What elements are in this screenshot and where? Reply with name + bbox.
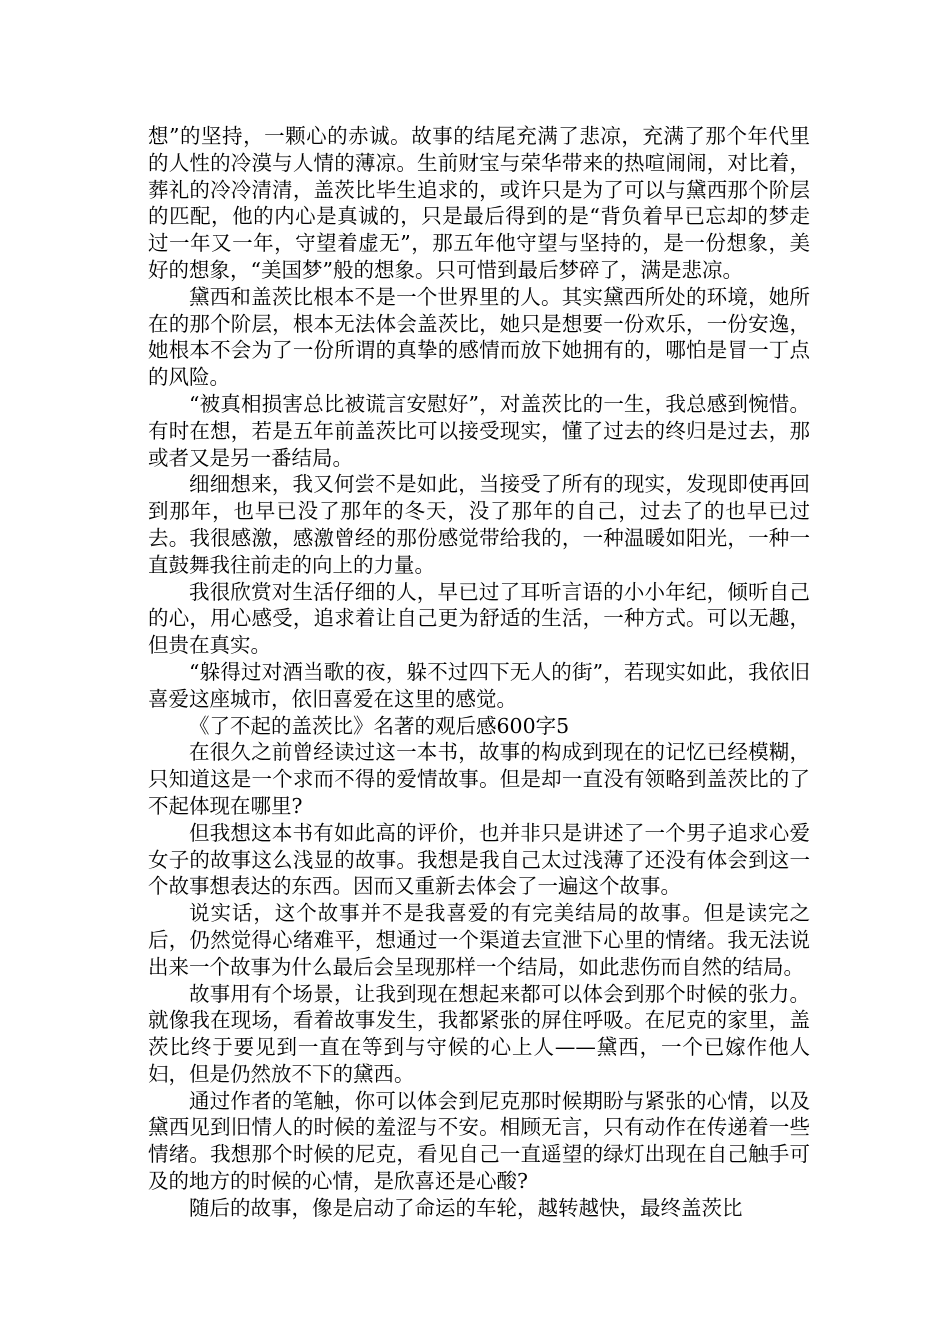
document-page <box>148 123 810 1222</box>
paragraph-9: 说实话，这个故事并不是我喜爱的有完美结局的故事。但是读完之后，仍然觉得心绪难平，想通过一个渠道去宣泄下心里的情绪。我无法说出来一个故事为什么最后会呈现那样一个结局，如此悲伤而自然的结局。 <box>148 901 810 979</box>
paragraph-10: 故事用有个场景，让我到现在想起来都可以体会到那个时候的张力。就像我在现场，看着故事发生，我都紧张的屏住呼吸。在尼克的家里，盖茨比终于要见到一直在等到与守候的心上人——黛西，一个已嫁作他人妇，但是仍然放不下的黛西。 <box>148 981 810 1086</box>
paragraph-2: 黛西和盖茨比根本不是一个世界里的人。其实黛西所处的环境，她所在的那个阶层，根本无法体会盖茨比，她只是想要一份欢乐，一份安逸，她根本不会为了一份所谓的真挚的感情而放下她拥有的，哪怕是冒一丁点的风险。 <box>148 284 810 390</box>
paragraph-7: 在很久之前曾经读过这一本书，故事的构成到现在的记忆已经模糊，只知道这是一个求而不得的爱情故事。但是却一直没有领略到盖茨比的了不起体现在哪里? <box>148 740 810 818</box>
paragraph-3: “被真相损害总比被谎言安慰好”，对盖茨比的一生，我总感到惋惜。有时在想，若是五年前盖茨比可以接受现实，懂了过去的终归是过去，那或者又是另一番结局。 <box>148 391 810 470</box>
section-heading: 《了不起的盖茨比》名著的观后感600字5 <box>189 713 570 738</box>
paragraph-4: 细细想来，我又何尝不是如此，当接受了所有的现实，发现即使再回到那年，也早已没了那年的冬天，没了那年的自己，过去了的也早已过去。我很感激，感激曾经的那份感觉带给我的，一种温暖如阳光，一种一直鼓舞我往前走的向上的力量。 <box>148 472 810 577</box>
paragraph-11: 通过作者的笔触，你可以体会到尼克那时候期盼与紧张的心情，以及黛西见到旧情人的时候的羞涩与不安。相顾无言，只有动作在传递着一些情绪。我想那个时候的尼克，看见自己一直遥望的绿灯出现在自己触手可及的地方的时候的心情，是欣喜还是心酸? <box>148 1088 810 1194</box>
paragraph-5: 我很欣赏对生活仔细的人，早已过了耳听言语的小小年纪，倾听自己的心，用心感受，追求着让自己更为舒适的生活，一种方式。可以无趣，但贵在真实。 <box>148 579 810 658</box>
paragraph-8: 但我想这本书有如此高的评价，也并非只是讲述了一个男子追求心爱女子的故事这么浅显的故事。我想是我自己太过浅薄了还没有体会到这一个故事想表达的东西。因而又重新去体会了一遍这个故事。 <box>148 820 810 899</box>
paragraph-1: 想”的坚持，一颗心的赤诚。故事的结尾充满了悲凉，充满了那个年代里的人性的冷漠与人情的薄凉。生前财宝与荣华带来的热喧闹闹，对比着，葬礼的冷冷清清，盖茨比毕生追求的，或许只是为了可以与黛西那个阶层的匹配，他的内心是真诚的，只是最后得到的是“背负着早已忘却的梦走过一年又一年，守望着虚无”，那五年他守望与坚持的，是一份想象，美好的想象，“美国梦”般的想象。只可惜到最后梦碎了，满是悲凉。 <box>148 124 810 282</box>
paragraph-6: “躲得过对酒当歌的夜，躲不过四下无人的街”，若现实如此，我依旧喜爱这座城市，依旧喜爱在这里的感觉。 <box>148 659 810 711</box>
paragraph-12: 随后的故事，像是启动了命运的车轮，越转越快，最终盖茨比 <box>189 1195 743 1220</box>
